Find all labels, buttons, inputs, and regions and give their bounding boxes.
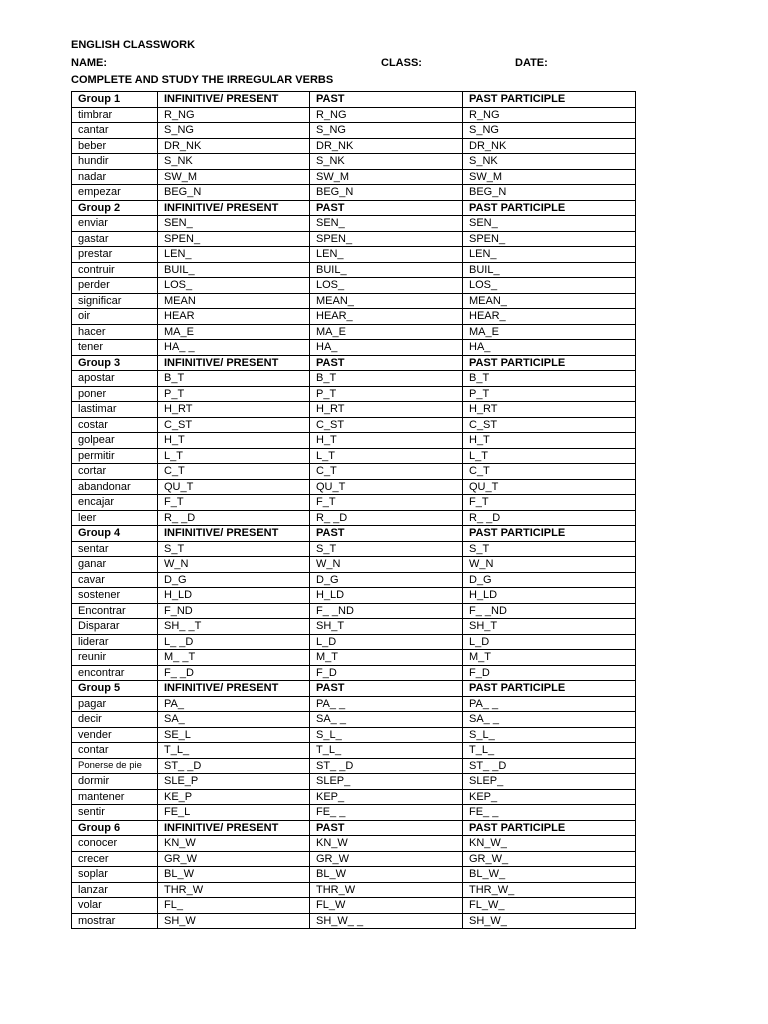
verb-row [72, 371, 636, 387]
past-participle-column-header: PAST PARTICIPLE [463, 526, 636, 542]
past-participle-cell[interactable]: GR_W_ [463, 851, 636, 867]
verb-row [72, 510, 636, 526]
verb-row [72, 789, 636, 805]
spanish-verb-cell: gastar [72, 231, 158, 247]
spanish-verb-cell: reunir [72, 650, 158, 666]
infinitive-cell[interactable]: B_T [158, 371, 310, 387]
spanish-verb-cell: volar [72, 898, 158, 914]
infinitive-cell[interactable]: S_NK [158, 154, 310, 170]
infinitive-cell[interactable]: SH_ _T [158, 619, 310, 635]
verb-row [72, 495, 636, 511]
infinitive-cell[interactable]: MEAN [158, 293, 310, 309]
past-participle-cell[interactable]: LEN_ [463, 247, 636, 263]
group-header-row [72, 92, 636, 108]
infinitive-cell[interactable]: LEN_ [158, 247, 310, 263]
past-cell[interactable]: H_T [310, 433, 463, 449]
infinitive-cell[interactable]: F_ _D [158, 665, 310, 681]
spanish-verb-cell: enviar [72, 216, 158, 232]
past-cell[interactable]: QU_T [310, 479, 463, 495]
past-cell[interactable]: GR_W [310, 851, 463, 867]
past-cell[interactable]: S_NG [310, 123, 463, 139]
spanish-verb-cell: costar [72, 417, 158, 433]
infinitive-cell[interactable]: FE_L [158, 805, 310, 821]
past-column-header: PAST [310, 526, 463, 542]
spanish-verb-cell: dormir [72, 774, 158, 790]
past-cell[interactable]: BL_W [310, 867, 463, 883]
verb-row [72, 169, 636, 185]
past-participle-cell[interactable]: R_ _D [463, 510, 636, 526]
verb-row [72, 262, 636, 278]
spanish-verb-cell: significar [72, 293, 158, 309]
past-cell[interactable]: PA_ _ [310, 696, 463, 712]
past-participle-cell[interactable]: S_NG [463, 123, 636, 139]
past-participle-cell[interactable]: SA_ _ [463, 712, 636, 728]
spanish-verb-cell: liderar [72, 634, 158, 650]
past-cell[interactable]: P_T [310, 386, 463, 402]
past-cell[interactable]: L_T [310, 448, 463, 464]
past-cell[interactable]: T_L_ [310, 743, 463, 759]
past-participle-cell[interactable]: SLEP_ [463, 774, 636, 790]
verb-row [72, 216, 636, 232]
group-header-row [72, 200, 636, 216]
past-cell[interactable]: R_ _D [310, 510, 463, 526]
past-cell[interactable]: BEG_N [310, 185, 463, 201]
past-cell[interactable]: HEAR_ [310, 309, 463, 325]
group-label: Group 2 [72, 200, 158, 216]
verb-row [72, 913, 636, 929]
infinitive-column-header: INFINITIVE/ PRESENT [158, 526, 310, 542]
past-cell[interactable]: SH_T [310, 619, 463, 635]
verb-row [72, 743, 636, 759]
infinitive-cell[interactable]: SEN_ [158, 216, 310, 232]
spanish-verb-cell: prestar [72, 247, 158, 263]
past-cell[interactable]: DR_NK [310, 138, 463, 154]
past-cell[interactable]: MA_E [310, 324, 463, 340]
verb-row [72, 479, 636, 495]
past-cell[interactable]: S_NK [310, 154, 463, 170]
spanish-verb-cell: lanzar [72, 882, 158, 898]
infinitive-cell[interactable]: H_RT [158, 402, 310, 418]
past-participle-cell[interactable]: SH_T [463, 619, 636, 635]
infinitive-column-header: INFINITIVE/ PRESENT [158, 200, 310, 216]
spanish-verb-cell: oir [72, 309, 158, 325]
past-participle-column-header: PAST PARTICIPLE [463, 681, 636, 697]
verb-row [72, 309, 636, 325]
verb-row [72, 619, 636, 635]
verb-row [72, 882, 636, 898]
infinitive-cell[interactable]: QU_T [158, 479, 310, 495]
past-cell[interactable]: MEAN_ [310, 293, 463, 309]
past-cell[interactable]: KN_W [310, 836, 463, 852]
verb-row [72, 665, 636, 681]
past-participle-cell[interactable]: SW_M [463, 169, 636, 185]
verb-row [72, 898, 636, 914]
infinitive-cell[interactable]: KE_P [158, 789, 310, 805]
past-participle-cell[interactable]: R_NG [463, 107, 636, 123]
past-cell[interactable]: BUIL_ [310, 262, 463, 278]
verb-row [72, 278, 636, 294]
infinitive-cell[interactable]: C_T [158, 464, 310, 480]
verb-row [72, 572, 636, 588]
past-cell[interactable]: S_L_ [310, 727, 463, 743]
spanish-verb-cell: crecer [72, 851, 158, 867]
infinitive-cell[interactable]: L_T [158, 448, 310, 464]
past-participle-column-header: PAST PARTICIPLE [463, 92, 636, 108]
verb-row [72, 340, 636, 356]
past-cell[interactable]: SW_M [310, 169, 463, 185]
past-cell[interactable]: H_RT [310, 402, 463, 418]
spanish-verb-cell: conocer [72, 836, 158, 852]
past-cell[interactable]: SA_ _ [310, 712, 463, 728]
past-cell[interactable]: L_D [310, 634, 463, 650]
past-cell[interactable]: R_NG [310, 107, 463, 123]
past-participle-cell[interactable]: BEG_N [463, 185, 636, 201]
past-participle-cell[interactable]: F_ _ND [463, 603, 636, 619]
past-participle-cell[interactable]: SEN_ [463, 216, 636, 232]
verb-row [72, 386, 636, 402]
past-cell[interactable]: ST_ _D [310, 758, 463, 774]
group-label: Group 3 [72, 355, 158, 371]
infinitive-column-header: INFINITIVE/ PRESENT [158, 355, 310, 371]
verb-row [72, 634, 636, 650]
spanish-verb-cell: tener [72, 340, 158, 356]
infinitive-cell[interactable]: F_ND [158, 603, 310, 619]
infinitive-cell[interactable]: BEG_N [158, 185, 310, 201]
spanish-verb-cell: empezar [72, 185, 158, 201]
past-participle-cell[interactable]: DR_NK [463, 138, 636, 154]
past-participle-cell[interactable]: F_T [463, 495, 636, 511]
group-label: Group 4 [72, 526, 158, 542]
spanish-verb-cell: Encontrar [72, 603, 158, 619]
past-cell[interactable]: H_LD [310, 588, 463, 604]
spanish-verb-cell: contruir [72, 262, 158, 278]
past-participle-cell[interactable]: L_D [463, 634, 636, 650]
infinitive-cell[interactable]: ST_ _D [158, 758, 310, 774]
past-cell[interactable]: F_T [310, 495, 463, 511]
past-participle-cell[interactable]: SH_W_ [463, 913, 636, 929]
past-participle-cell[interactable]: FL_W_ [463, 898, 636, 914]
spanish-verb-cell: sentir [72, 805, 158, 821]
verb-row [72, 541, 636, 557]
verb-row [72, 650, 636, 666]
spanish-verb-cell: beber [72, 138, 158, 154]
past-participle-cell[interactable]: BL_W_ [463, 867, 636, 883]
spanish-verb-cell: leer [72, 510, 158, 526]
infinitive-cell[interactable]: P_T [158, 386, 310, 402]
verb-row [72, 696, 636, 712]
past-cell[interactable]: SEN_ [310, 216, 463, 232]
past-column-header: PAST [310, 820, 463, 836]
spanish-verb-cell: perder [72, 278, 158, 294]
instructions: COMPLETE AND STUDY THE IRREGULAR VERBS [71, 74, 334, 86]
past-cell[interactable]: LOS_ [310, 278, 463, 294]
past-participle-cell[interactable]: C_ST [463, 417, 636, 433]
past-participle-cell[interactable]: HEAR_ [463, 309, 636, 325]
spanish-verb-cell: poner [72, 386, 158, 402]
past-participle-cell[interactable]: QU_T [463, 479, 636, 495]
irregular-verbs-table [71, 91, 636, 929]
past-participle-cell[interactable]: S_T [463, 541, 636, 557]
infinitive-cell[interactable]: T_L_ [158, 743, 310, 759]
past-cell[interactable]: D_G [310, 572, 463, 588]
verb-row [72, 417, 636, 433]
past-participle-cell[interactable]: LOS_ [463, 278, 636, 294]
infinitive-cell[interactable]: SH_W [158, 913, 310, 929]
verb-row [72, 588, 636, 604]
infinitive-column-header: INFINITIVE/ PRESENT [158, 820, 310, 836]
past-participle-cell[interactable]: ST_ _D [463, 758, 636, 774]
infinitive-cell[interactable]: HA_ _ [158, 340, 310, 356]
spanish-verb-cell: golpear [72, 433, 158, 449]
infinitive-cell[interactable]: S_T [158, 541, 310, 557]
past-participle-cell[interactable]: MEAN_ [463, 293, 636, 309]
spanish-verb-cell: decir [72, 712, 158, 728]
past-cell[interactable]: SH_W_ _ [310, 913, 463, 929]
spanish-verb-cell: soplar [72, 867, 158, 883]
past-participle-cell[interactable]: S_L_ [463, 727, 636, 743]
infinitive-cell[interactable]: F_T [158, 495, 310, 511]
past-participle-cell[interactable]: HA_ [463, 340, 636, 356]
past-participle-cell[interactable]: C_T [463, 464, 636, 480]
group-header-row [72, 681, 636, 697]
spanish-verb-cell: nadar [72, 169, 158, 185]
infinitive-cell[interactable]: SPEN_ [158, 231, 310, 247]
past-participle-cell[interactable]: PA_ _ [463, 696, 636, 712]
verb-row [72, 758, 636, 774]
spanish-verb-cell: apostar [72, 371, 158, 387]
spanish-verb-cell: permitir [72, 448, 158, 464]
spanish-verb-cell: encajar [72, 495, 158, 511]
infinitive-cell[interactable]: GR_W [158, 851, 310, 867]
group-label: Group 6 [72, 820, 158, 836]
past-participle-cell[interactable]: MA_E [463, 324, 636, 340]
spanish-verb-cell: sostener [72, 588, 158, 604]
past-cell[interactable]: C_ST [310, 417, 463, 433]
name-label: NAME: [71, 57, 108, 69]
past-participle-cell[interactable]: KN_W_ [463, 836, 636, 852]
spanish-verb-cell: encontrar [72, 665, 158, 681]
past-participle-cell[interactable]: SPEN_ [463, 231, 636, 247]
group-header-row [72, 355, 636, 371]
past-cell[interactable]: HA_ [310, 340, 463, 356]
group-label: Group 1 [72, 92, 158, 108]
past-participle-cell[interactable]: T_L_ [463, 743, 636, 759]
past-participle-cell[interactable]: L_T [463, 448, 636, 464]
past-cell[interactable]: KEP_ [310, 789, 463, 805]
past-participle-column-header: PAST PARTICIPLE [463, 820, 636, 836]
spanish-verb-cell: hundir [72, 154, 158, 170]
spanish-verb-cell: sentar [72, 541, 158, 557]
worksheet-title: ENGLISH CLASSWORK [71, 39, 196, 51]
infinitive-cell[interactable]: PA_ [158, 696, 310, 712]
spanish-verb-cell: Disparar [72, 619, 158, 635]
past-participle-cell[interactable]: H_LD [463, 588, 636, 604]
past-participle-cell[interactable]: S_NK [463, 154, 636, 170]
infinitive-cell[interactable]: D_G [158, 572, 310, 588]
date-label: DATE: [515, 57, 548, 69]
infinitive-cell[interactable]: DR_NK [158, 138, 310, 154]
verb-row [72, 247, 636, 263]
verb-row [72, 402, 636, 418]
past-column-header: PAST [310, 92, 463, 108]
infinitive-cell[interactable]: SW_M [158, 169, 310, 185]
verb-row [72, 836, 636, 852]
group-header-row [72, 526, 636, 542]
verb-row [72, 138, 636, 154]
verb-row [72, 448, 636, 464]
verb-row [72, 107, 636, 123]
spanish-verb-cell: lastimar [72, 402, 158, 418]
spanish-verb-cell: cortar [72, 464, 158, 480]
infinitive-cell[interactable]: S_NG [158, 123, 310, 139]
past-cell[interactable]: F_ _ND [310, 603, 463, 619]
past-participle-cell[interactable]: B_T [463, 371, 636, 387]
verb-row [72, 185, 636, 201]
past-participle-cell[interactable]: THR_W_ [463, 882, 636, 898]
past-column-header: PAST [310, 355, 463, 371]
infinitive-column-header: INFINITIVE/ PRESENT [158, 92, 310, 108]
spanish-verb-cell: pagar [72, 696, 158, 712]
infinitive-cell[interactable]: BL_W [158, 867, 310, 883]
verb-row [72, 324, 636, 340]
infinitive-cell[interactable]: FL_ [158, 898, 310, 914]
past-participle-cell[interactable]: W_N [463, 557, 636, 573]
past-cell[interactable]: B_T [310, 371, 463, 387]
past-cell[interactable]: S_T [310, 541, 463, 557]
class-label: CLASS: [381, 57, 422, 69]
verb-row [72, 464, 636, 480]
verb-row [72, 727, 636, 743]
past-cell[interactable]: FE_ _ [310, 805, 463, 821]
past-cell[interactable]: M_T [310, 650, 463, 666]
verb-row [72, 867, 636, 883]
verb-row [72, 774, 636, 790]
infinitive-cell[interactable]: SA_ [158, 712, 310, 728]
past-participle-column-header: PAST PARTICIPLE [463, 200, 636, 216]
spanish-verb-cell: Ponerse de pie [72, 758, 158, 774]
infinitive-cell[interactable]: M_ _T [158, 650, 310, 666]
past-column-header: PAST [310, 200, 463, 216]
spanish-verb-cell: abandonar [72, 479, 158, 495]
past-participle-cell[interactable]: H_RT [463, 402, 636, 418]
infinitive-cell[interactable]: BUIL_ [158, 262, 310, 278]
infinitive-cell[interactable]: THR_W [158, 882, 310, 898]
spanish-verb-cell: mostrar [72, 913, 158, 929]
verb-row [72, 123, 636, 139]
spanish-verb-cell: contar [72, 743, 158, 759]
verb-row [72, 603, 636, 619]
verb-row [72, 557, 636, 573]
infinitive-cell[interactable]: LOS_ [158, 278, 310, 294]
past-cell[interactable]: LEN_ [310, 247, 463, 263]
infinitive-cell[interactable]: KN_W [158, 836, 310, 852]
spanish-verb-cell: hacer [72, 324, 158, 340]
past-cell[interactable]: W_N [310, 557, 463, 573]
spanish-verb-cell: vender [72, 727, 158, 743]
past-participle-cell[interactable]: D_G [463, 572, 636, 588]
past-participle-cell[interactable]: KEP_ [463, 789, 636, 805]
infinitive-cell[interactable]: HEAR [158, 309, 310, 325]
group-header-row [72, 820, 636, 836]
past-cell[interactable]: SLEP_ [310, 774, 463, 790]
infinitive-cell[interactable]: W_N [158, 557, 310, 573]
infinitive-cell[interactable]: SE_L [158, 727, 310, 743]
past-participle-cell[interactable]: BUIL_ [463, 262, 636, 278]
spanish-verb-cell: timbrar [72, 107, 158, 123]
past-participle-cell[interactable]: P_T [463, 386, 636, 402]
infinitive-cell[interactable]: R_NG [158, 107, 310, 123]
infinitive-cell[interactable]: H_T [158, 433, 310, 449]
past-cell[interactable]: SPEN_ [310, 231, 463, 247]
past-participle-cell[interactable]: FE_ _ [463, 805, 636, 821]
spanish-verb-cell: mantener [72, 789, 158, 805]
infinitive-column-header: INFINITIVE/ PRESENT [158, 681, 310, 697]
past-participle-column-header: PAST PARTICIPLE [463, 355, 636, 371]
verb-row [72, 851, 636, 867]
past-cell[interactable]: FL_W [310, 898, 463, 914]
group-label: Group 5 [72, 681, 158, 697]
verb-row [72, 154, 636, 170]
verb-row [72, 712, 636, 728]
verb-row [72, 231, 636, 247]
verb-row [72, 433, 636, 449]
infinitive-cell[interactable]: L_ _D [158, 634, 310, 650]
infinitive-cell[interactable]: H_LD [158, 588, 310, 604]
infinitive-cell[interactable]: C_ST [158, 417, 310, 433]
past-participle-cell[interactable]: H_T [463, 433, 636, 449]
past-cell[interactable]: C_T [310, 464, 463, 480]
past-participle-cell[interactable]: F_D [463, 665, 636, 681]
verb-row [72, 805, 636, 821]
past-column-header: PAST [310, 681, 463, 697]
past-cell[interactable]: F_D [310, 665, 463, 681]
spanish-verb-cell: ganar [72, 557, 158, 573]
past-participle-cell[interactable]: M_T [463, 650, 636, 666]
spanish-verb-cell: cantar [72, 123, 158, 139]
infinitive-cell[interactable]: R_ _D [158, 510, 310, 526]
verb-row [72, 293, 636, 309]
past-cell[interactable]: THR_W [310, 882, 463, 898]
infinitive-cell[interactable]: MA_E [158, 324, 310, 340]
infinitive-cell[interactable]: SLE_P [158, 774, 310, 790]
spanish-verb-cell: cavar [72, 572, 158, 588]
